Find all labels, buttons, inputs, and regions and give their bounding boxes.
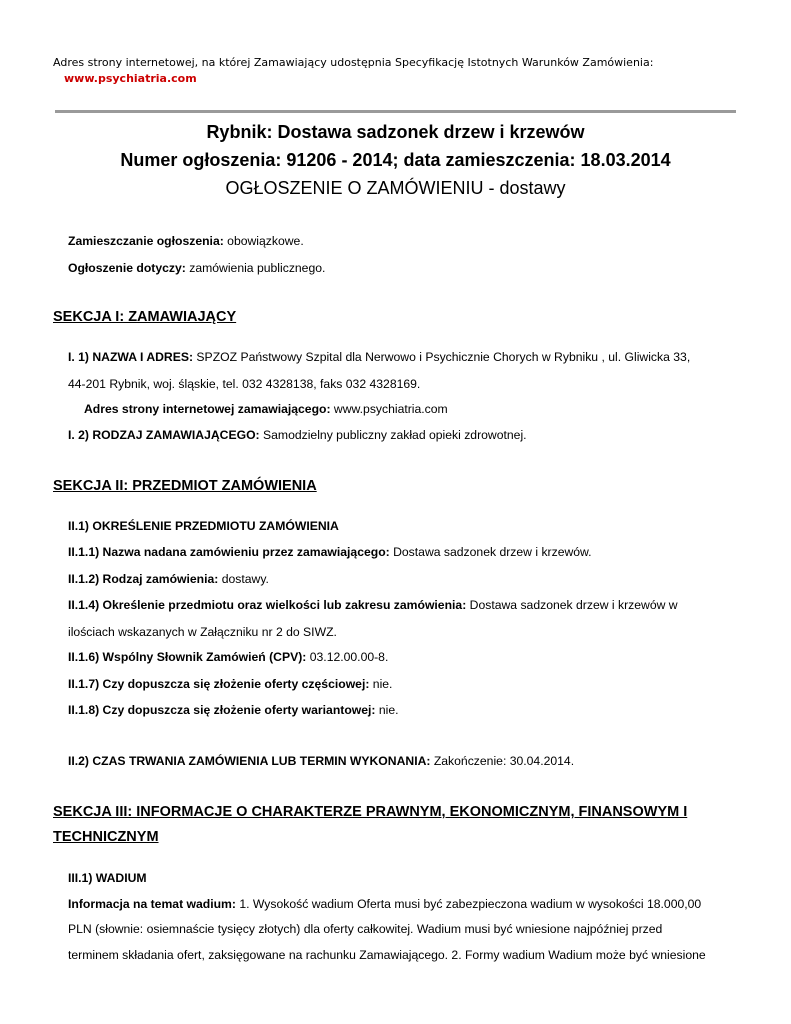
intro-line-publication [68, 234, 304, 248]
contract-duration [68, 754, 574, 768]
field-value: 03.12.00.00-8. [306, 650, 389, 664]
contracting-authority-website [84, 402, 448, 416]
field-value: Dostawa sadzonek drzew i krzewów w [466, 598, 678, 612]
intro-label: Zamieszczanie ogłoszenia: [68, 234, 224, 248]
field-label: II.1.4) Określenie przedmiotu oraz wielkości lub zakresu zamówienia: [68, 598, 467, 612]
section-3-heading: SEKCJA III: INFORMACJE O CHARAKTERZE PRAWNYM, EKONOMICZNYM, FINANSOWYM I [53, 804, 688, 820]
cpv-code [68, 650, 388, 664]
contract-kind [68, 572, 269, 586]
field-label: II.2) CZAS TRWANIA ZAMÓWIENIA LUB TERMIN WYKONANIA: [68, 754, 431, 768]
intro-value: obowiązkowe. [223, 234, 304, 248]
field-label: I. 1) NAZWA I ADRES: [68, 350, 194, 364]
contracting-authority-name [68, 350, 690, 364]
intro-line-concerns [68, 261, 325, 275]
section-3-heading-cont: TECHNICZNYM [53, 829, 159, 845]
partial-offer [68, 677, 392, 691]
field-value: Samodzielny publiczny zakład opieki zdrowotnej. [259, 428, 527, 442]
field-value: nie. [375, 703, 399, 717]
field-value: Dostawa sadzonek drzew i krzewów. [389, 545, 592, 559]
field-value: nie. [369, 677, 393, 691]
section-2-heading: SEKCJA II: PRZEDMIOT ZAMÓWIENIA [53, 478, 317, 494]
intro-label: Ogłoszenie dotyczy: [68, 261, 186, 275]
website-link[interactable]: www.psychiatria.com [64, 72, 197, 85]
field-label: II.1.8) Czy dopuszcza się złożenie oferty wariantowej: [68, 703, 376, 717]
contract-name [68, 545, 592, 559]
notice-type: OGŁOSZENIE O ZAMÓWIENIU - dostawy [225, 178, 566, 198]
subsection-heading: III.1) WADIUM [68, 871, 147, 885]
field-label: II.1.6) Wspólny Słownik Zamówień (CPV): [68, 650, 307, 664]
contracting-authority-address: 44-201 Rybnik, woj. śląskie, tel. 032 4328138, faks 032 4328169. [68, 377, 421, 391]
field-value: Zakończenie: 30.04.2014. [430, 754, 575, 768]
wadium-info-cont: PLN (słownie: osiemnaście tysięcy złotych) dla oferty całkowitej. Wadium musi być wniesione najpóźniej przed [68, 922, 663, 936]
header-divider [55, 110, 736, 113]
field-value: 1. Wysokość wadium Oferta musi być zabezpieczona wadium w wysokości 18.000,00 [235, 897, 702, 911]
field-label: II.1.1) Nazwa nadana zamówieniu przez zamawiającego: [68, 545, 390, 559]
notice-title: Rybnik: Dostawa sadzonek drzew i krzewów [206, 122, 585, 142]
section-1-heading: SEKCJA I: ZAMAWIAJĄCY [53, 309, 237, 325]
field-value: www.psychiatria.com [330, 402, 448, 416]
field-value: SPZOZ Państwowy Szpital dla Nerwowo i Psychicznie Chorych w Rybniku , ul. Gliwicka 33, [193, 350, 691, 364]
contracting-authority-type [68, 428, 527, 442]
field-label: I. 2) RODZAJ ZAMAWIAJĄCEGO: [68, 428, 260, 442]
wadium-info [68, 897, 701, 911]
variant-offer [68, 703, 399, 717]
tender-site-note: Adres strony internetowej, na której Zamawiający udostępnia Specyfikację Istotnych Warunków Zamówienia: [53, 56, 654, 69]
contract-scope-cont: ilościach wskazanych w Załączniku nr 2 do SIWZ. [68, 625, 337, 639]
notice-number: Numer ogłoszenia: 91206 - 2014; data zamieszczenia: 18.03.2014 [120, 150, 671, 170]
field-label: II.1.2) Rodzaj zamówienia: [68, 572, 219, 586]
contract-scope [68, 598, 678, 612]
intro-value: zamówienia publicznego. [185, 261, 326, 275]
subsection-heading: II.1) OKREŚLENIE PRZEDMIOTU ZAMÓWIENIA [68, 519, 339, 533]
field-label: II.1.7) Czy dopuszcza się złożenie oferty częściowej: [68, 677, 370, 691]
field-value: dostawy. [218, 572, 269, 586]
field-label: Informacja na temat wadium: [68, 897, 236, 911]
wadium-info-cont: terminem składania ofert, zaksięgowane na rachunku Zamawiającego. 2. Formy wadium Wadium może być wniesione [68, 948, 706, 962]
field-label: Adres strony internetowej zamawiającego: [84, 402, 331, 416]
